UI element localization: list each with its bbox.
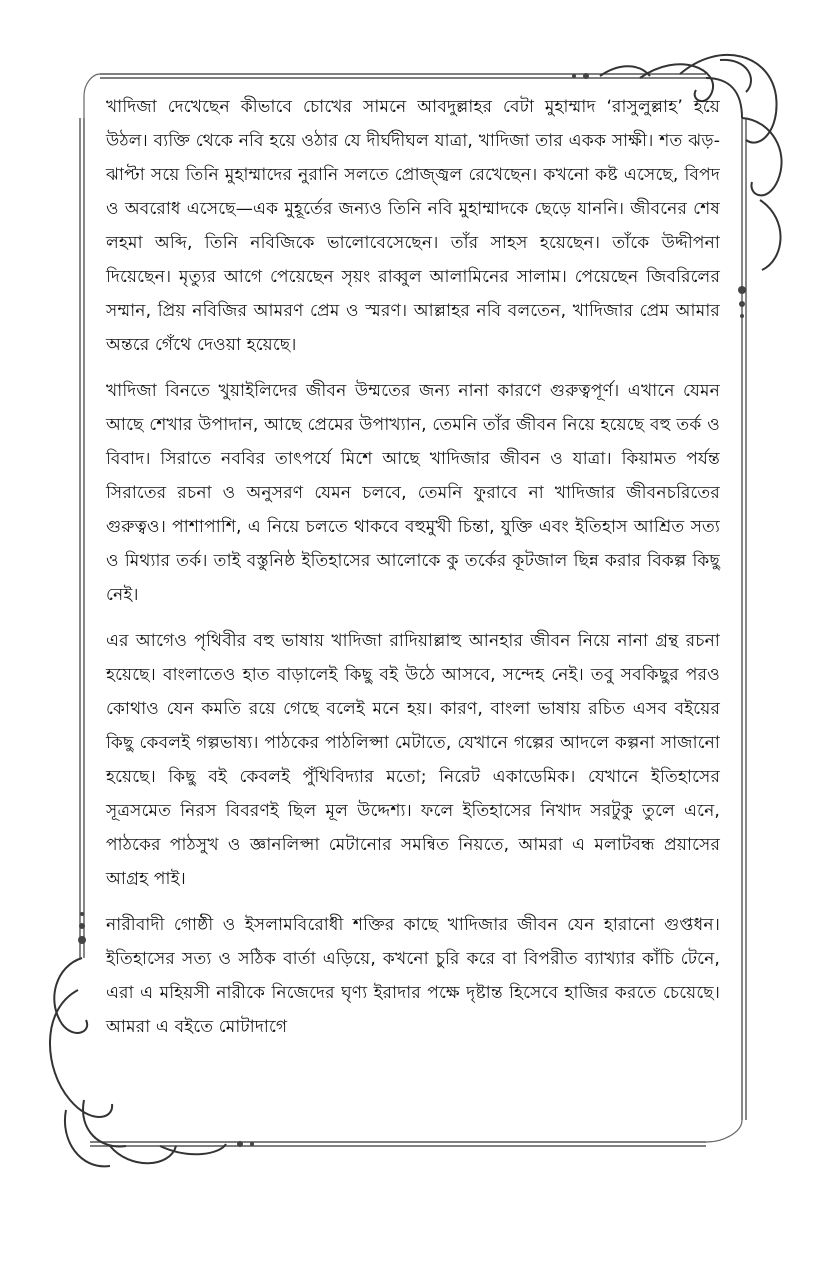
paragraph-3: এর আগেও পৃথিবীর বহু ভাষায় খাদিজা রাদিয়াল্লাহু আনহার জীবন নিয়ে নানা গ্রন্থ রচনা হয়েছে। বাংলাতেও হাত বাড়ালেই কিছু বই উঠে আসবে, সন্দেহ নেই। তবু সবকিছুর পরও কোথাও যেন কমতি রয়ে গেছে বলেই মনে হয়। কারণ, বাংলা ভাষায় রচিত এসব বইয়ের কিছু কেবলই গল্পভাষ্য। পাঠকের পাঠলিপ্সা মেটাতে, যেখানে গল্পের আদলে কল্পনা সাজানো হয়েছে। কিছু বই কেবলই পুঁথিবিদ্যার মতো; নিরেট একাডেমিক। যেখানে ইতিহাসের সূত্রসমেত নিরস বিবরণই ছিল মূল উদ্দেশ্য। ফলে ইতিহাসের নিখাদ সরটুকু তুলে এনে, পাঠকের পাঠসুখ ও জ্ঞানলিপ্সা মেটানোর সমন্বিত নিয়তে, আমরা এ মলাটবন্ধ প্রয়াসের আগ্রহ পাই।	[106, 631, 720, 889]
main-text-block	[106, 90, 720, 1056]
paragraph-2: খাদিজা বিনতে খুয়াইলিদের জীবন উম্মতের জন্য নানা কারণে গুরুত্বপূর্ণ। এখানে যেমন আছে শেখার উপাদান, আছে প্রেমের উপাখ্যান, তেমনি তাঁর জীবন নিয়ে হয়েছে বহু তর্ক ও বিবাদ। সিরাতে নববির তাৎপর্যে মিশে আছে খাদিজার জীবন ও যাত্রা। কিয়ামত পর্যন্ত সিরাতের রচনা ও অনুসরণ যেমন চলবে, তেমনি ফুরাবে না খাদিজার জীবনচরিতের গুরুত্বও। পাশাপাশি, এ নিয়ে চলতে থাকবে বহুমুখী চিন্তা, যুক্তি এবং ইতিহাস আশ্রিত সত্য ও মিথ্যার তর্ক। তাই বস্তুনিষ্ঠ ইতিহাসের আলোকে কু তর্কের কূটজাল ছিন্ন করার বিকল্প কিছু নেই।	[106, 381, 720, 605]
paragraph-4: নারীবাদী গোষ্ঠী ও ইসলামবিরোধী শক্তির কাছে খাদিজার জীবন যেন হারানো গুপ্তধন। ইতিহাসের সত্য ও সঠিক বার্তা এড়িয়ে, কখনো চুরি করে বা বিপরীত ব্যাখ্যার কাঁচি টেনে, এরা এ মহিয়সী নারীকে নিজেদের ঘৃণ্য ইরাদার পক্ষে দৃষ্টান্ত হিসেবে হাজির করতে চেয়েছে। আমরা এ বইতে মোটাদাগে	[106, 915, 720, 1037]
paragraph-1: খাদিজা দেখেছেন কীভাবে চোখের সামনে আবদুল্লাহর বেটা মুহাম্মাদ ‘রাসুলুল্লাহ’ হয়ে উঠল। ব্যক্তি থেকে নবি হয়ে ওঠার যে দীর্ঘদীঘল যাত্রা, খাদিজা তার একক সাক্ষী। শত ঝড়-ঝাপ্টা সয়ে তিনি মুহাম্মাদের নুরানি সলতে প্রোজ্জ্বল রেখেছেন। কখনো কষ্ট এসেছে, বিপদ ও অবরোধ এসেছে—এক মুহূর্তের জন্যও তিনি নবি মুহাম্মাদকে ছেড়ে যাননি। জীবনের শেষ লহমা অব্দি, তিনি নবিজিকে ভালোবেসেছেন। তাঁর সাহস হয়েছেন। তাঁকে উদ্দীপনা দিয়েছেন। মৃত্যুর আগে পেয়েছেন সৃয়ং রাব্বুল আলামিনের সালাম। পেয়েছেন জিবরিলের সম্মান, প্রিয় নবিজির আমরণ প্রেম ও স্মরণ। আল্লাহর নবি বলতেন, খাদিজার প্রেম আমার অন্তরে গেঁথে দেওয়া হয়েছে।	[106, 97, 720, 355]
